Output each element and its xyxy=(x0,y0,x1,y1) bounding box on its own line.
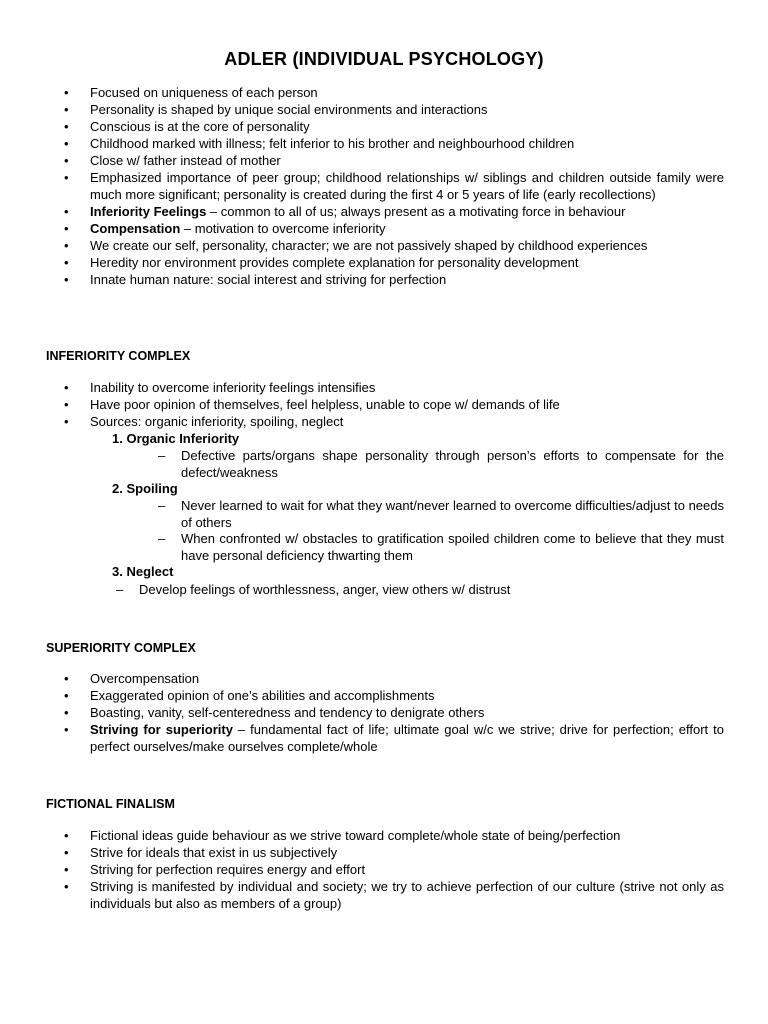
list-item: • Heredity nor environment provides complete explanation for personality development xyxy=(0,254,768,271)
dash-marker: – xyxy=(158,531,166,546)
superiority-complex-heading: SUPERIORITY COMPLEX xyxy=(46,641,196,655)
list-item: • Boasting, vanity, self-centeredness and tendency to denigrate others xyxy=(0,704,768,721)
list-item: • Childhood marked with illness; felt inferior to his brother and neighbourhood children xyxy=(0,135,768,152)
source-spoiling: 2. Spoiling xyxy=(112,481,178,496)
list-item: • We create our self, personality, character; we are not passively shaped by childhood experiences xyxy=(0,237,768,254)
list-item: • Strive for ideals that exist in us subjectively xyxy=(0,844,768,861)
list-item: • Innate human nature: social interest and striving for perfection xyxy=(0,271,768,288)
fictional-bullet-list xyxy=(0,827,768,912)
list-item: • Inability to overcome inferiority feelings intensifies xyxy=(0,379,768,396)
list-item: • Striving for perfection requires energy and effort xyxy=(0,861,768,878)
list-item: • Have poor opinion of themselves, feel helpless, unable to cope w/ demands of life xyxy=(0,396,768,413)
fictional-finalism-heading: FICTIONAL FINALISM xyxy=(46,797,175,811)
inferiority-bullet-list xyxy=(0,379,768,430)
inferiority-complex-heading: INFERIORITY COMPLEX xyxy=(46,349,191,363)
term-striving-for-superiority: Striving for superiority xyxy=(90,722,233,737)
document-page: ADLER (INDIVIDUAL PSYCHOLOGY) • Focused on uniqueness of each person • Personality is shaped by unique social environments and interactions • Conscious is at the core of personality • Childhood marked with illness; felt inferior to his brother and neighbourhood children • Close w/ father instead of mother • Emphasized importance of peer group; childhood relationships w/ siblings and children outside family were much more significant; personality is created during the first 4 or 5 years of life (early recollections) • Inferiority Feelings – common to all of us; always present as a motivating force in behaviour • Compensation – motivation to overcome inferiority • We create our self, personality, character; we are not passively shaped by childhood experiences • Heredity nor environment provides complete explanation for personality development • Innate human nature: social interest and striving for perfection INFERIORITY COMPLEX • Inability to overcome inferiority feelings intensifies • Have poor opinion of themselves, feel helpless, unable to cope w/ demands of life • Sources: organic inferiority, spoiling, neglect 1. Organic Inferiority – Defective parts/organs shape personality through person’s efforts to compensate for the defect/weakness 2. Spoiling – Never learned to wait for what they want/never learned to overcome difficulties/adjust to needs of others – When confronted w/ obstacles to gratification spoiled children come to believe that they must have personal deficiency thwarting them 3. Neglect – Develop feelings of worthlessness, anger, view others w/ distrust SUPERIORITY COMPLEX • Overcompensation • Exaggerated opinion of one’s abilities and accomplishments • Boasting, vanity, self-centeredness and tendency to denigrate others • Striving for superiority – fundamental fact of life; ultimate goal w/c we strive; drive for perfection; effort to perfect ourselves/make ourselves complete/whole FICTIONAL FINALISM • Fictional ideas guide behaviour as we strive toward complete/whole state of being/perfection • Strive for ideals that exist in us subjectively • Striving for perfection requires energy and effort • Striving is manifested by individual and society; we try to achieve perfection of our culture (strive not only as individuals but also as members of a group) xyxy=(0,0,768,1024)
list-item: • Inferiority Feelings – common to all of us; always present as a motivating force in behaviour xyxy=(0,203,768,220)
dash-marker: – xyxy=(158,498,166,513)
term-inferiority-feelings: Inferiority Feelings xyxy=(90,204,207,219)
superiority-bullet-list xyxy=(0,670,768,755)
list-item: • Emphasized importance of peer group; childhood relationships w/ siblings and children outside family were much more significant; personality is created during the first 4 or 5 years of life (early recollections) xyxy=(0,169,768,203)
list-item: • Close w/ father instead of mother xyxy=(0,152,768,169)
list-item: • Overcompensation xyxy=(0,670,768,687)
list-item: • Fictional ideas guide behaviour as we strive toward complete/whole state of being/perfection xyxy=(0,827,768,844)
term-compensation: Compensation xyxy=(90,221,181,236)
source-neglect: 3. Neglect xyxy=(112,564,174,579)
list-item: • Striving is manifested by individual and society; we try to achieve perfection of our culture (strive not only as individuals but also as members of a group) xyxy=(0,878,768,912)
list-item: • Personality is shaped by unique social environments and interactions xyxy=(0,101,768,118)
list-item: • Focused on uniqueness of each person xyxy=(0,84,768,101)
list-item: • Conscious is at the core of personality xyxy=(0,118,768,135)
intro-bullet-list xyxy=(0,84,768,288)
list-item: • Exaggerated opinion of one’s abilities and accomplishments xyxy=(0,687,768,704)
dash-marker: – xyxy=(116,582,124,597)
page-title: ADLER (INDIVIDUAL PSYCHOLOGY) xyxy=(224,49,544,69)
list-item: • Striving for superiority – fundamental fact of life; ultimate goal w/c we strive; drive for perfection; effort to perfect ourselves/make ourselves complete/whole xyxy=(0,721,768,755)
list-item: • Sources: organic inferiority, spoiling, neglect xyxy=(0,413,768,430)
list-item: • Compensation – motivation to overcome inferiority xyxy=(0,220,768,237)
dash-marker: – xyxy=(158,448,166,463)
source-organic-inferiority: 1. Organic Inferiority xyxy=(112,431,240,446)
